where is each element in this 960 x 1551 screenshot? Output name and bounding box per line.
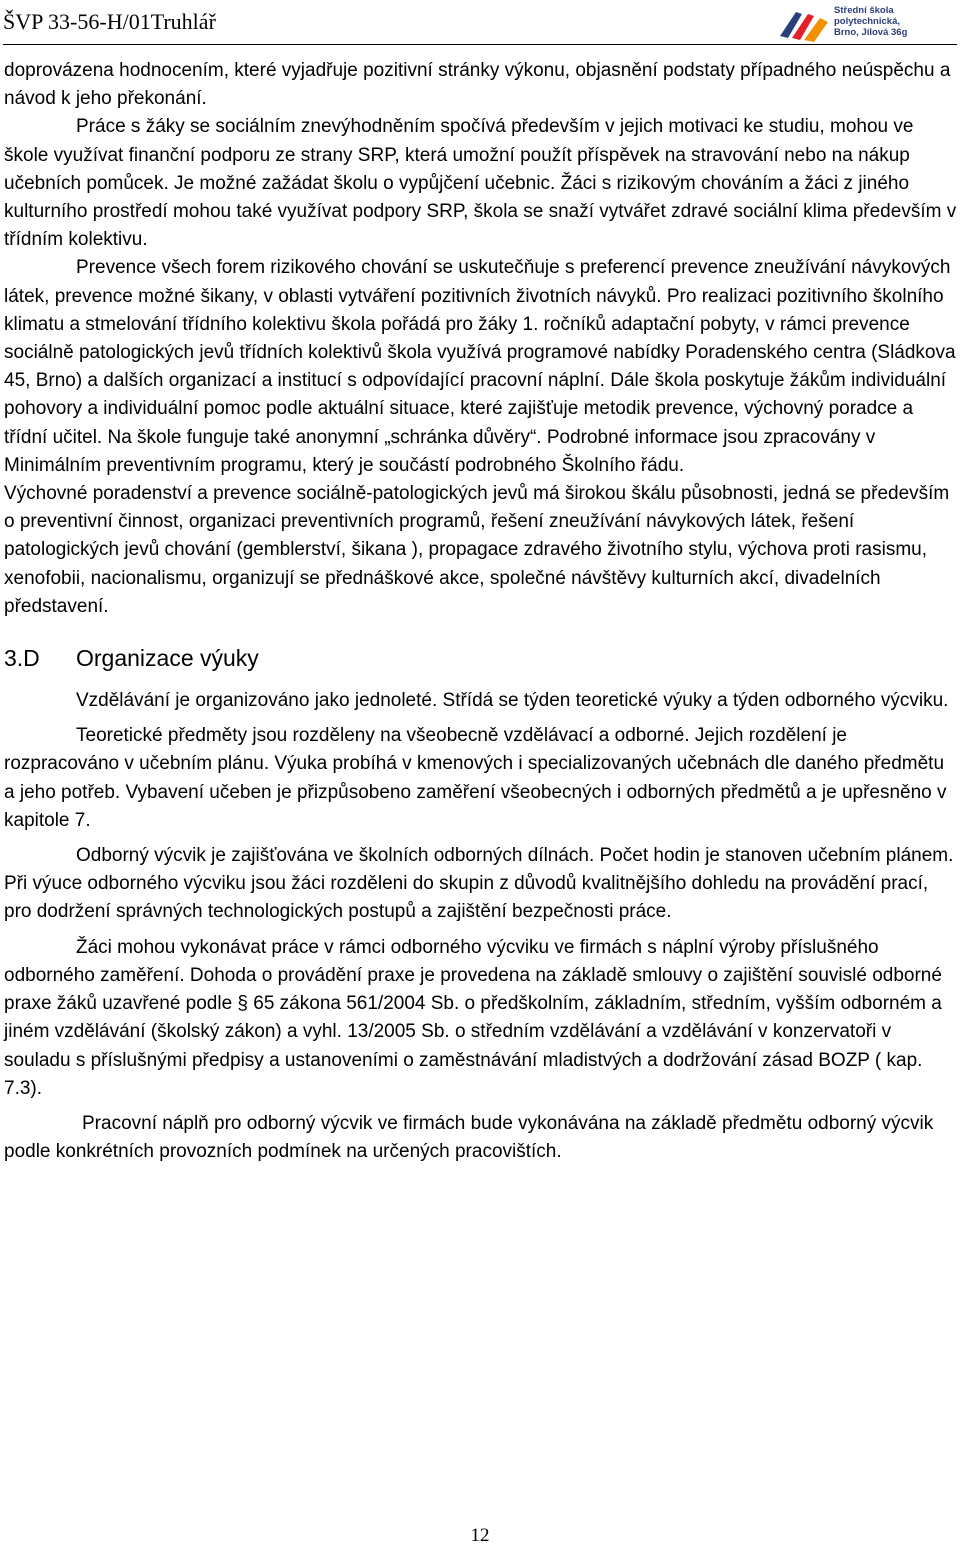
body-paragraph: doprovázena hodnocením, které vyjadřuje pozitivní stránky výkonu, objasnění podstaty případného neúspěchu a návod k jeho překonání. [4,60,951,110]
document-header-title: ŠVP 33-56-H/01Truhlář [3,9,216,34]
section-title: Organizace výuky [76,645,259,672]
school-logo-icon [776,2,834,42]
section-paragraph: Žáci mohou vykonávat práce v rámci odborného výcviku ve firmách s náplní výroby příslušného odborného zaměření. Dohoda o provádění praxe je provedena na základě smlouvy o zajištění souvislé odborné praxe žáků uzavřené podle § 65 zákona 561/2004 Sb. o předškolním, základním, středním, vyšším odborném a jiném vzdělávání (školský zákon) a vyhl. 13/2005 Sb. o středním vzdělávání a vzdělávání v konzervatoři v souladu s příslušnými předpisy a ustanoveními o zaměstnávání mladistvých a dodržování zásad BOZP ( kap. 7.3). [4,936,942,1099]
section-number: 3.D [4,645,40,672]
body-paragraph: Práce s žáky se sociálním znevýhodněním spočívá především v jejich motivaci ke studiu, mohou ve škole využívat finanční podporu ze strany SRP, která umožní použít příspěvek na stravování nebo na nákup učebních pomůcek. Je možné zažádat školu o vypůjčení učebnic. Žáci s rizikovým chováním a žáci z jiného kulturního prostředí mohou také využívat podpory SRP, škola se snaží vytvářet zdravé sociální klima především v třídním kolektivu. [4,116,957,251]
section-heading [4,643,959,673]
school-logo-text: Střední škola polytechnická, Brno, Jílová 36g [834,5,908,38]
school-logo [776,2,960,42]
document-body [4,57,959,1166]
header-divider [3,44,957,45]
section-paragraph: Odborný výcvik je zajišťována ve školních odborných dílnách. Počet hodin je stanoven učebním plánem. Při výuce odborného výcviku jsou žáci rozděleni do skupin z důvodů kvalitnějšího dohledu na provádění prací, pro dodržení správných technologických postupů a zajištění bezpečnosti práce. [4,845,954,923]
page-number: 12 [470,1525,490,1546]
section-paragraph: Pracovní náplň pro odborný výcvik ve firmách bude vykonávána na základě předmětu odborný výcvik podle konkrétních provozních podmínek na určených pracovištích. [4,1112,934,1163]
body-paragraph: Výchovné poradenství a prevence sociálně-patologických jevů má širokou škálu působnosti, jedná se především o preventivní činnost, organizaci preventivních programů, řešení zneužívání návykových látek, řešení patologických jevů chování (gemblerství, šikana ), propagace zdravého životního stylu, výchova proti rasismu, xenofobii, nacionalismu, organizují se přednáškové akce, společné návštěvy kulturních akcí, divadelních představení. [4,483,950,617]
body-paragraph: Prevence všech forem rizikového chování se uskutečňuje s preferencí prevence zneužívání návykových látek, prevence možné šikany, v oblasti vytváření pozitivních životních návyků. Pro realizaci pozitivního školního klimatu a stmelování třídního kolektivu škola pořádá pro žáky 1. ročníků adaptační pobyty, v rámci prevence sociálně patologických jevů třídních kolektivů škola využívá programové nabídky Poradenského centra (Sládkova 45, Brno) a dalších organizací a institucí s odpovídající pracovní náplní. Dále škola poskytuje žákům individuální pohovory a individuální pomoc podle aktuální situace, které zajišťuje metodik prevence, výchovný poradce a třídní učitel. Na škole funguje také anonymní „schránka důvěry“. Podrobné informace jsou zpracovány v Minimálním preventivním programu, který je součástí podrobného Školního řádu. [4,257,956,476]
section-paragraph: Teoretické předměty jsou rozděleny na všeobecně vzdělávací a odborné. Jejich rozdělení je rozpracováno v učebním plánu. Výuka probíhá v kmenových i specializovaných učebnách dle daného předmětu a jeho potřeb. Vybavení učeben je přizpůsobeno zaměření všeobecných i odborných předmětů a je upřesněno v kapitole 7. [4,725,947,831]
section-paragraph: Vzdělávání je organizováno jako jednoleté. Střídá se týden teoretické výuky a týden odborného výcviku. [76,690,949,712]
